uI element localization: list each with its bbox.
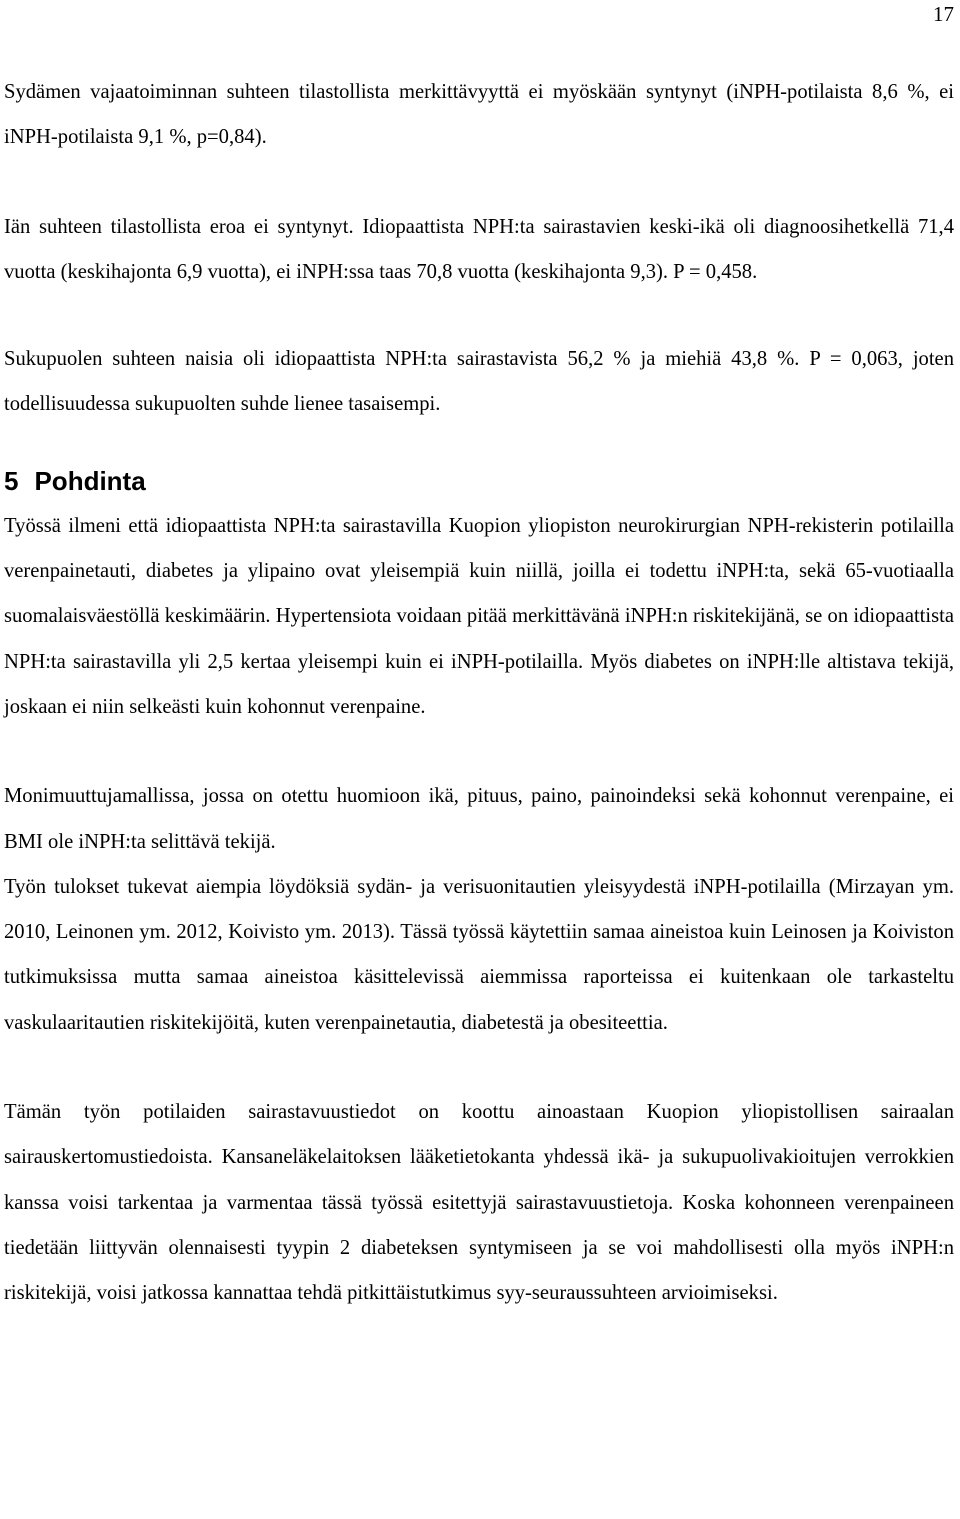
- paragraph-spacer: [4, 161, 954, 205]
- paragraph-findings: Työssä ilmeni että idiopaattista NPH:ta sairastavilla Kuopion yliopiston neurokirurgian NPH-rekisterin potilailla verenpainetauti, diabetes ja ylipaino ovat yleisempiä kuin niillä, joilla ei todettu iNPH:ta, sekä 65-vuotiaalla suomalaisväestöllä keskimäärin. Hypertensiota voidaan pitää merkittävänä iNPH:n riskitekijänä, se on idiopaattista NPH:ta sairastavilla yli 2,5 kertaa yleisempi kuin ei iNPH-potilailla. Myös diabetes on iNPH:lle altistava tekijä, joskaan ei niin selkeästi kuin kohonnut verenpaine.: [4, 514, 954, 718]
- paragraph-multivariate: Monimuuttujamallissa, jossa on otettu huomioon ikä, pituus, paino, painoindeksi sekä kohonnut verenpaine, ei BMI ole iNPH:ta selittävä tekijä.: [4, 785, 954, 853]
- section-title: Pohdinta: [34, 465, 146, 496]
- paragraph-sex: Sukupuolen suhteen naisia oli idiopaattista NPH:ta sairastavista 56,2 % ja miehiä 43,8 %. P = 0,063, joten todellisuudessa sukupuolten suhde lienee tasaisempi.: [4, 348, 954, 416]
- paragraph-limitations: Tämän työn potilaiden sairastavuustiedot on koottu ainoastaan Kuopion yliopistollisen sairaalan sairauskertomustiedoista. Kansaneläkelaitoksen lääketietokanta yhdessä ikä- ja sukupuolivakioitujen verrokkien kanssa voisi tarkentaa ja varmentaa tässä työssä esitettyjä sairastavuustietoja. Koska kohonneen verenpaineen tiedetään liittyvän olennaisesti tyypin 2 diabeteksen syntymiseen ja se voi mahdollisesti olla myös iNPH:n riskitekijä, voisi jatkossa kannattaa tehdä pitkittäistutkimus syy-seuraussuhteen arvioimiseksi.: [4, 1101, 954, 1305]
- paragraph-previous-findings: Työn tulokset tukevat aiempia löydöksiä sydän- ja verisuonitautien yleisyydestä iNPH-potilailla (Mirzayan ym. 2010, Leinonen ym. 2012, Koivisto ym. 2013). Tässä työssä käytettiin samaa aineistoa kuin Leinosen ja Koiviston tutkimuksissa mutta samaa aineistoa käsittelevissä aiemmissa raporteissa ei kuitenkaan ole tarkasteltu vaskulaaritautien riskitekijöitä, kuten verenpainetautia, diabetestä ja obesiteettia.: [4, 875, 954, 1034]
- section-heading: [4, 458, 954, 504]
- section-number: 5: [4, 465, 19, 496]
- paragraph-heart-failure: Sydämen vajaatoiminnan suhteen tilastollista merkittävyyttä ei myöskään syntynyt (iNPH-potilaista 8,6 %, ei iNPH-potilaista 9,1 %, p=0,84).: [4, 81, 954, 149]
- page-number: 17: [933, 2, 954, 26]
- paragraph-spacer: [4, 1046, 954, 1090]
- document-body: [4, 70, 954, 1317]
- paragraph-spacer: [4, 730, 954, 774]
- paragraph-spacer: [4, 295, 954, 337]
- paragraph-age: Iän suhteen tilastollista eroa ei syntynyt. Idiopaattista NPH:ta sairastavien keski-ikä oli diagnoosihetkellä 71,4 vuotta (keskihajonta 6,9 vuotta), ei iNPH:ssa taas 70,8 vuotta (keskihajonta 9,3). P = 0,458.: [4, 215, 954, 283]
